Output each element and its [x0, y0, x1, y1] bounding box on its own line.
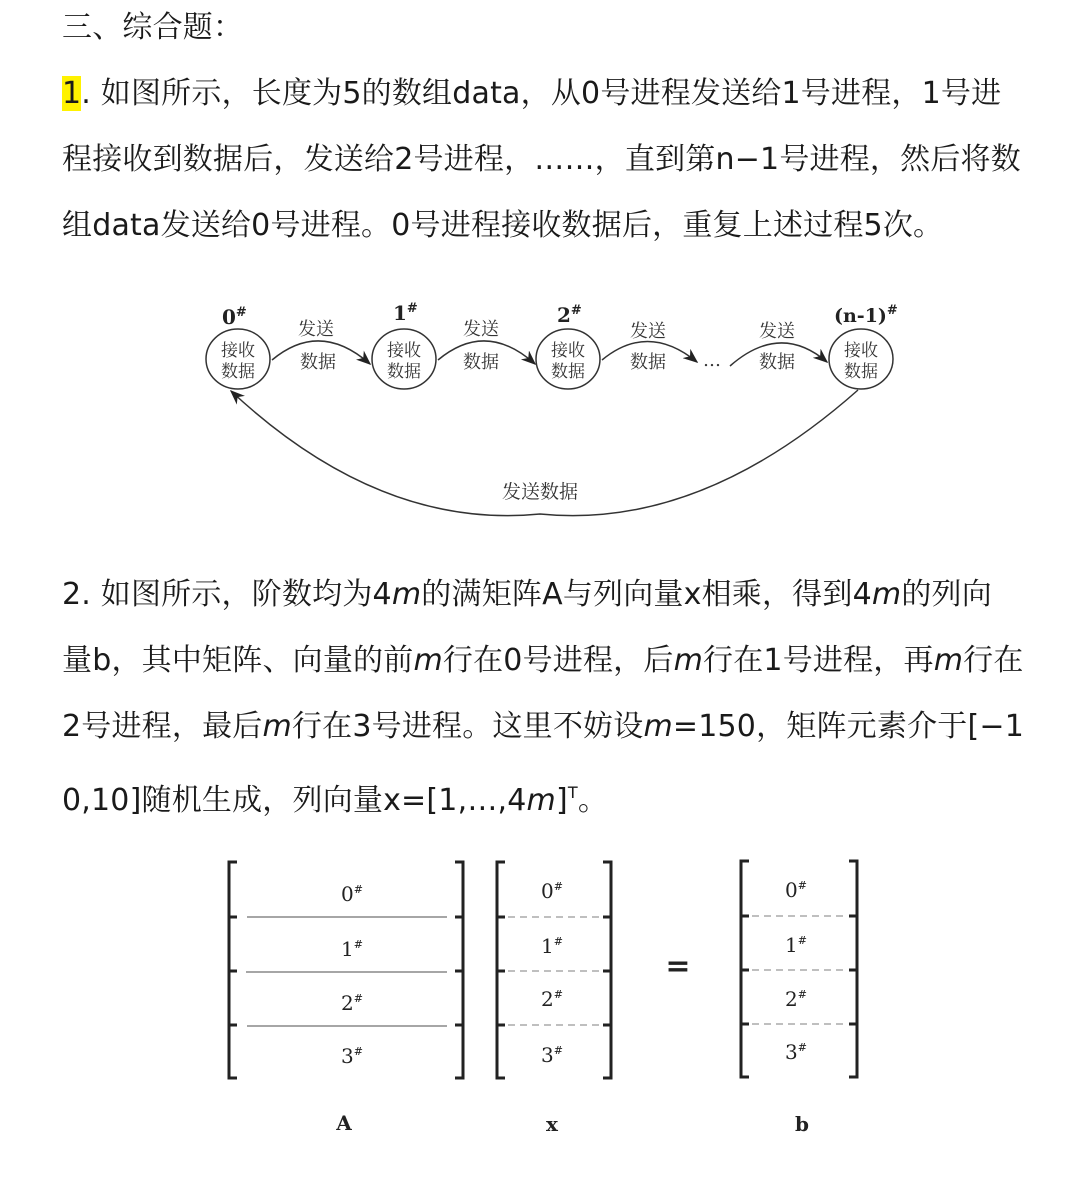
svg-text:接收: 接收: [387, 341, 421, 361]
q1-line-3: 组data发送给0号进程。0号进程接收数据后，重复上述过程5次。: [62, 208, 944, 243]
svg-text:1#: 1#: [393, 301, 418, 325]
vector-b-name: b: [795, 1112, 809, 1136]
vector-x-name: x: [546, 1112, 558, 1136]
ring-diagram: [0, 0, 1080, 540]
equals-sign: =: [665, 949, 691, 984]
svg-text:发送: 发送: [298, 319, 334, 340]
svg-text:1#: 1#: [341, 937, 363, 961]
vector-x: [497, 862, 611, 1078]
q1-line-1: 1. 如图所示，长度为5的数组data，从0号进程发送给1号进程，1号进: [62, 76, 1002, 111]
svg-text:接收: 接收: [221, 341, 255, 361]
svg-text:2#: 2#: [341, 991, 363, 1015]
svg-text:数据: 数据: [759, 352, 795, 373]
node-1: [372, 301, 436, 389]
matrix-a-labels: [341, 882, 363, 1068]
svg-text:发送: 发送: [630, 321, 666, 342]
svg-text:0#: 0#: [341, 882, 363, 906]
svg-text:3#: 3#: [541, 1043, 563, 1067]
edge-2-ellipsis: [602, 321, 721, 373]
matrix-a: [229, 862, 463, 1078]
svg-text:…: …: [703, 350, 721, 371]
edge-ellipsis-n-1: [730, 321, 827, 373]
svg-text:0#: 0#: [785, 878, 807, 902]
q1-number-highlight: 1: [62, 76, 82, 111]
svg-text:3#: 3#: [785, 1040, 807, 1064]
q2-line-4: 0,10]随机生成，列向量x=[1,…,4m]$^T$。: [62, 783, 609, 818]
svg-text:数据: 数据: [844, 362, 878, 382]
vector-x-separators: [508, 917, 600, 1025]
node-0: [206, 305, 270, 389]
vector-b-separators: [752, 916, 846, 1024]
vector-x-labels: [541, 879, 563, 1067]
svg-text:数据: 数据: [300, 352, 336, 373]
svg-text:数据: 数据: [463, 352, 499, 373]
svg-text:数据: 数据: [630, 352, 666, 373]
vector-b: [741, 861, 857, 1077]
edge-return: [231, 390, 858, 516]
q2-line-2: 量b，其中矩阵、向量的前m行在0号进程，后m行在1号进程，再m行在: [62, 643, 1024, 678]
edge-0-1: [272, 319, 370, 373]
q2-line-1: 2. 如图所示，阶数均为4m的满矩阵A与列向量x相乘，得到4m的列向: [62, 577, 992, 612]
vector-b-labels: [785, 878, 807, 1064]
svg-text:数据: 数据: [221, 362, 255, 382]
node-n-1: [829, 303, 898, 389]
svg-text:3#: 3#: [341, 1044, 363, 1068]
svg-text:发送: 发送: [463, 319, 499, 340]
svg-text:1#: 1#: [785, 933, 807, 957]
svg-text:2#: 2#: [541, 987, 563, 1011]
svg-text:0#: 0#: [222, 305, 247, 329]
q2-line-3: 2号进程，最后m行在3号进程。这里不妨设m=150，矩阵元素介于[−1: [62, 709, 1024, 744]
svg-text:发送: 发送: [759, 321, 795, 342]
matrix-a-name: A: [336, 1111, 352, 1135]
svg-text:2#: 2#: [557, 303, 582, 327]
svg-text:1#: 1#: [541, 934, 563, 958]
svg-text:接收: 接收: [844, 341, 878, 361]
edge-1-2: [438, 319, 535, 373]
svg-text:发送数据: 发送数据: [501, 481, 579, 503]
svg-text:2#: 2#: [785, 987, 807, 1011]
svg-text:0#: 0#: [541, 879, 563, 903]
node-2: [536, 303, 600, 389]
svg-text:接收: 接收: [551, 341, 585, 361]
matrix-a-separators: [246, 917, 447, 1026]
svg-text:数据: 数据: [387, 362, 421, 382]
q1-line-2: 程接收到数据后，发送给2号进程，……，直到第n−1号进程，然后将数: [62, 142, 1021, 177]
svg-text:(n-1)#: (n-1)#: [834, 303, 898, 327]
section-heading: 三、综合题：: [62, 10, 244, 45]
svg-text:数据: 数据: [551, 362, 585, 382]
